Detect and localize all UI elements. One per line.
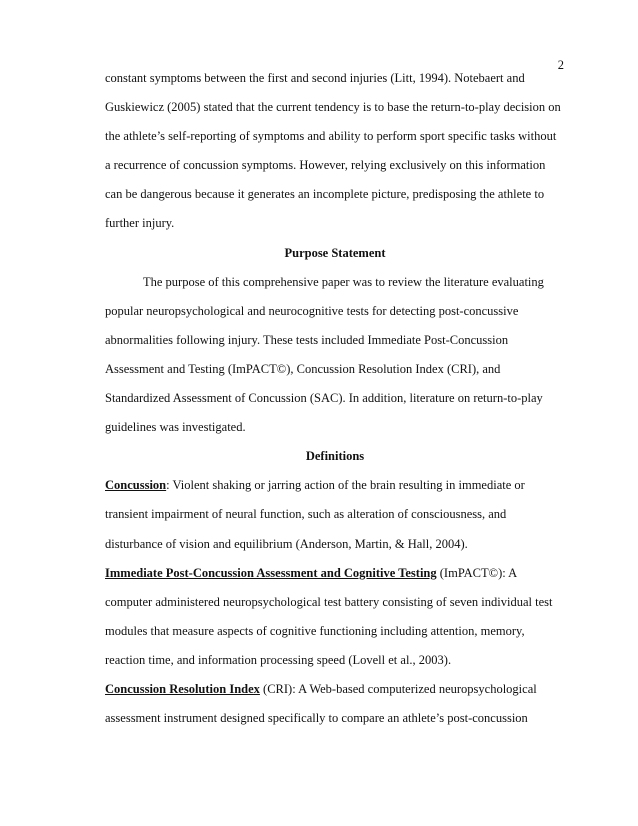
- definition-line: reaction time, and information processing speed (Lovell et al., 2003).: [105, 652, 452, 667]
- purpose-line: abnormalities following injury. These tests included Immediate Post-Concussion: [105, 332, 509, 347]
- body-line: the athlete’s self-reporting of symptoms and ability to perform sport specific tasks without: [105, 129, 557, 144]
- term-cri: Concussion Resolution Index: [105, 681, 260, 696]
- purpose-line: Assessment and Testing (ImPACT©), Concussion Resolution Index (CRI), and: [105, 361, 501, 376]
- definition-line: transient impairment of neural function, such as alteration of consciousness, and: [105, 507, 507, 522]
- definition-line: computer administered neuropsychological test battery consisting of seven individual test: [105, 594, 553, 609]
- definition-text: : Violent shaking or jarring action of the brain resulting in immediate or: [166, 478, 525, 493]
- page-number: 2: [557, 58, 564, 72]
- definition-concussion: [105, 471, 565, 500]
- body-line: can be dangerous because it generates an incomplete picture, predisposing the athlete to: [105, 187, 545, 202]
- definition-line: modules that measure aspects of cognitive functioning including attention, memory,: [105, 623, 525, 638]
- definition-line: disturbance of vision and equilibrium (Anderson, Martin, & Hall, 2004).: [105, 536, 468, 551]
- purpose-line: guidelines was investigated.: [105, 420, 246, 435]
- purpose-line: popular neuropsychological and neurocognitive tests for detecting post-concussive: [105, 303, 519, 318]
- body-line: further injury.: [105, 216, 175, 231]
- document-body: [105, 64, 565, 733]
- body-line: Guskiewicz (2005) stated that the current tendency is to base the return-to-play decision on: [105, 100, 561, 115]
- term-impact: Immediate Post-Concussion Assessment and Cognitive Testing: [105, 565, 437, 580]
- definition-text: (CRI): A Web-based computerized neuropsychological: [259, 681, 537, 696]
- definitions-heading: Definitions: [305, 449, 365, 464]
- term-concussion: Concussion: [105, 478, 167, 493]
- body-line: constant symptoms between the first and second injuries (Litt, 1994). Notebaert and: [105, 71, 525, 85]
- purpose-line: Standardized Assessment of Concussion (SAC). In addition, literature on return-to-play: [105, 391, 543, 406]
- purpose-line: The purpose of this comprehensive paper was to review the literature evaluating: [143, 274, 544, 289]
- definition-text: (ImPACT©): A: [436, 565, 518, 580]
- purpose-heading: Purpose Statement: [284, 245, 386, 260]
- definition-line: assessment instrument designed specifically to compare an athlete’s post-concussion: [105, 711, 528, 726]
- body-line: a recurrence of concussion symptoms. However, relying exclusively on this information: [105, 158, 546, 173]
- definition-cri: [105, 675, 565, 704]
- definition-impact: [105, 559, 565, 588]
